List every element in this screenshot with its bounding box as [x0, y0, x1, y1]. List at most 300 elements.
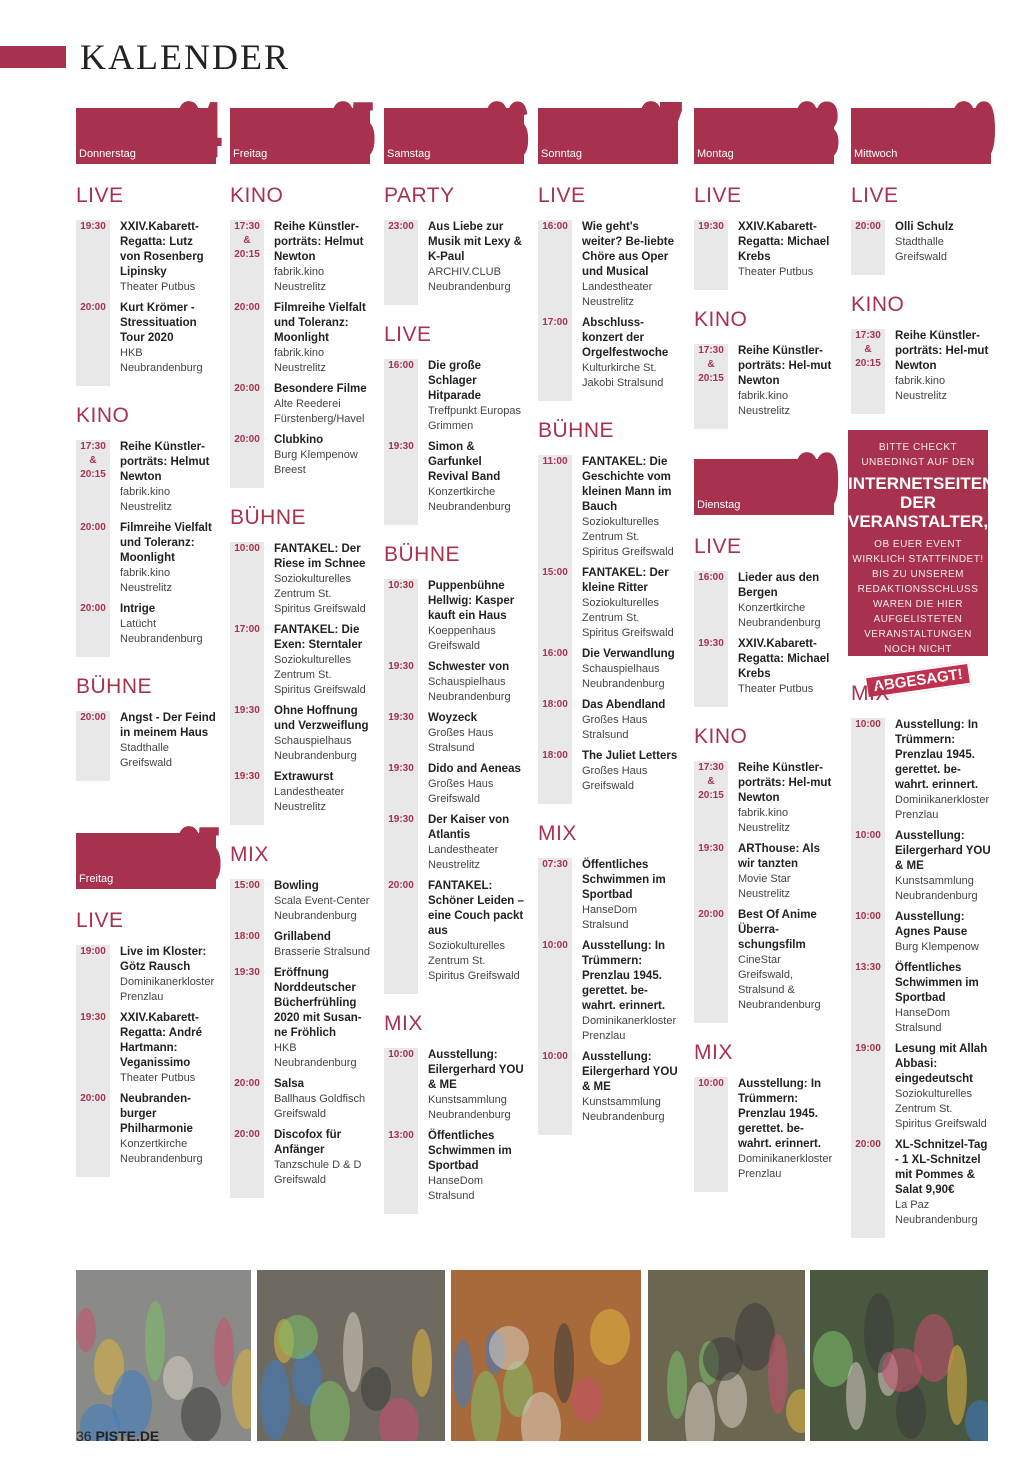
event-item: [698, 344, 834, 419]
event-location: fabrik.kino Neustrelitz: [738, 807, 790, 834]
event-list: [76, 440, 216, 657]
event-item: [234, 1077, 370, 1122]
event-location: Schauspielhaus Neubrandenburg: [274, 735, 357, 762]
event-location: fabrik.kino Neustrelitz: [738, 390, 790, 417]
event-time: 17:30 & 20:15: [855, 330, 881, 369]
date-header: [694, 85, 834, 174]
section-title: MIX: [230, 843, 269, 866]
event-location: HKB Neubrandenburg: [120, 347, 203, 374]
event-item: [234, 704, 370, 764]
event-list: [538, 220, 678, 401]
event-title: Clubkino: [274, 434, 324, 446]
event-item: [542, 1050, 678, 1125]
event-list: [230, 220, 370, 488]
event-location: Movie Star Neustrelitz: [738, 873, 791, 900]
event-item: [388, 359, 524, 434]
date-block: [230, 85, 370, 1198]
event-location: Alte Reederei Fürstenberg/Havel: [274, 398, 365, 425]
event-title: FANTAKEL: Der kleine Ritter: [582, 567, 669, 594]
photo-couple: [257, 1270, 445, 1441]
event-time: 10:00: [855, 830, 881, 841]
event-item: [80, 301, 216, 376]
event-location: Kunstsammlung Neubrandenburg: [582, 1096, 665, 1123]
event-time: 20:00: [388, 880, 414, 891]
event-location: HKB Neubrandenburg: [274, 1042, 357, 1069]
event-title: Olli Schulz: [895, 221, 954, 233]
event-time: 20:00: [80, 302, 106, 313]
event-title: Reihe Künstler-porträts: Hel-mut Newton: [895, 330, 989, 372]
event-title: Das Abendland: [582, 699, 666, 711]
event-time: 15:00: [542, 567, 568, 578]
event-title: Schwester von: [428, 661, 510, 673]
event-time: 20:00: [698, 909, 724, 920]
event-list: [538, 455, 678, 804]
event-time: 10:00: [542, 940, 568, 951]
event-item: [234, 382, 370, 427]
day-number: 28: [793, 85, 834, 174]
event-location: Ballhaus Goldfisch Greifswald: [274, 1093, 366, 1120]
event-location: Tanzschule D & D Greifswald: [274, 1159, 362, 1186]
section-title: MIX: [851, 682, 890, 705]
promo-line2: INTERNETSEITEN DER VERANSTALTER,: [848, 474, 995, 531]
weekday-label: Donnerstag: [79, 148, 136, 160]
event-item: [698, 220, 834, 280]
event-location: Theater Putbus: [738, 683, 814, 695]
event-time: 10:00: [698, 1078, 724, 1089]
date-block: [384, 85, 524, 1214]
event-item: [388, 579, 524, 654]
event-title: Lesung mit Allah Abbasi: eingedeutscht: [895, 1043, 988, 1085]
event-item: [698, 637, 834, 697]
day-number: 24: [175, 85, 216, 174]
event-list: [384, 579, 524, 994]
event-time: 10:00: [542, 1051, 568, 1062]
section-title: BÜHNE: [230, 506, 307, 529]
event-time: 19:30: [80, 1012, 106, 1023]
event-title: XXIV.Kabarett-Regatta: Lutz von Rosenberg Lipinsky: [120, 221, 204, 278]
event-title: Puppenbühne Hellwig: Kasper kauft ein Haus: [428, 580, 515, 622]
event-time: 20:00: [234, 302, 260, 313]
event-item: [542, 455, 678, 560]
event-location: Großes Haus Stralsund: [582, 714, 648, 741]
event-time: 17:30 & 20:15: [80, 441, 106, 480]
photo-parade: [76, 1270, 251, 1441]
event-location: Theater Putbus: [120, 1072, 196, 1084]
event-item: [698, 761, 834, 836]
date-header: [694, 436, 834, 525]
event-item: [855, 1042, 991, 1132]
event-time: 19:30: [234, 771, 260, 782]
event-title: Ausstellung: Eilergerhard YOU & ME: [895, 830, 991, 872]
weekday-label: Dienstag: [697, 499, 741, 511]
event-location: Soziokulturelles Zentrum St. Spiritus Greifswald: [582, 597, 674, 639]
event-title: XXIV.Kabarett-Regatta: Michael Krebs: [738, 221, 830, 263]
event-time: 10:00: [855, 719, 881, 730]
event-item: [855, 1138, 991, 1228]
event-list: [694, 571, 834, 707]
page-title: KALENDER: [80, 37, 290, 77]
event-item: [698, 842, 834, 902]
event-location: Kunstsammlung Neubrandenburg: [895, 875, 978, 902]
weekday-label: Samstag: [387, 148, 431, 160]
event-time: 18:00: [542, 750, 568, 761]
event-item: [80, 1011, 216, 1086]
event-title: FANTAKEL: Die Geschichte vom kleinen Mann im Bauch: [582, 456, 672, 513]
event-title: Ausstellung: In Trümmern: Prenzlau 1945. gerettet. be-wahrt. erinnert.: [895, 719, 979, 791]
event-item: [698, 1077, 834, 1182]
event-item: [234, 542, 370, 617]
event-title: Aus Liebe zur Musik mit Lexy & K-Paul: [428, 221, 522, 263]
event-item: [388, 762, 524, 807]
event-location: Theater Putbus: [120, 281, 196, 293]
event-location: Burg Klempenow: [895, 941, 979, 953]
event-item: [855, 961, 991, 1036]
event-time: 11:00: [542, 456, 568, 467]
day-number: 26: [483, 85, 524, 174]
event-title: FANTAKEL: Der Riese im Schnee: [274, 543, 366, 570]
event-location: HanseDom Stralsund: [582, 904, 638, 931]
event-location: Landestheater Neustrelitz: [274, 786, 345, 813]
event-time: 20:00: [855, 1139, 881, 1150]
event-time: 19:00: [855, 1043, 881, 1054]
section-title: MIX: [538, 822, 577, 845]
section-title: KINO: [694, 725, 748, 748]
event-location: Latücht Neubrandenburg: [120, 618, 203, 645]
event-location: Brasserie Stralsund: [274, 946, 370, 958]
event-time: 16:00: [388, 360, 414, 371]
date-header: [384, 85, 524, 174]
event-time: 07:30: [542, 859, 568, 870]
page-footer: [76, 1428, 159, 1444]
event-item: [80, 440, 216, 515]
event-item: [388, 1048, 524, 1123]
event-time: 10:00: [855, 911, 881, 922]
day-number: 27: [637, 85, 678, 174]
event-location: Landestheater Neustrelitz: [582, 281, 653, 308]
event-time: 19:30: [388, 441, 414, 452]
event-location: Konzertkirche Neubrandenburg: [428, 486, 511, 513]
event-title: Discofox für Anfänger: [274, 1129, 342, 1156]
column-1: [76, 85, 216, 1195]
event-location: Burg Klempenow Breest: [274, 449, 358, 476]
event-location: Soziokulturelles Zentrum St. Spiritus Greifswald: [428, 940, 520, 982]
event-title: ARThouse: Als wir tanzten: [738, 843, 820, 870]
event-time: 20:00: [80, 603, 106, 614]
photo-couple-shapes: [257, 1270, 445, 1441]
event-title: Besondere Filme: [274, 383, 367, 395]
photo-rainbow-flag-shapes: [810, 1270, 988, 1441]
section-title: LIVE: [384, 323, 432, 346]
event-title: Angst - Der Feind in meinem Haus: [120, 712, 216, 739]
event-time: 10:00: [234, 543, 260, 554]
event-time: 19:30: [388, 661, 414, 672]
event-title: Reihe Künstler-porträts: Helmut Newton: [274, 221, 364, 263]
date-header: [851, 85, 991, 174]
date-block: [851, 85, 991, 414]
event-time: 10:30: [388, 580, 414, 591]
section-title: LIVE: [538, 184, 586, 207]
event-location: fabrik.kino Neustrelitz: [120, 486, 172, 513]
event-item: [388, 879, 524, 984]
event-title: XL-Schnitzel-Tag - 1 XL-Schnitzel mit Pommes & Salat 9,90€: [895, 1139, 988, 1196]
event-time: 10:00: [388, 1049, 414, 1060]
event-time: 20:00: [80, 1093, 106, 1104]
event-time: 16:00: [698, 572, 724, 583]
event-title: Filmreihe Vielfalt und Toleranz: Moonlight: [120, 522, 212, 564]
section-title: LIVE: [851, 184, 899, 207]
event-list: [694, 220, 834, 290]
event-item: [234, 930, 370, 960]
event-time: 19:30: [388, 763, 414, 774]
event-item: [388, 220, 524, 295]
event-time: 13:30: [855, 962, 881, 973]
event-time: 16:00: [542, 221, 568, 232]
event-time: 20:00: [80, 522, 106, 533]
event-time: 19:30: [388, 712, 414, 723]
date-header: [230, 85, 370, 174]
event-title: Reihe Künstler-porträts: Helmut Newton: [120, 441, 210, 483]
event-item: [855, 220, 991, 265]
event-location: Treffpunkt Europas Grimmen: [428, 405, 521, 432]
event-location: HanseDom Stralsund: [428, 1175, 484, 1202]
event-item: [234, 770, 370, 815]
event-item: [542, 858, 678, 933]
event-list: [694, 761, 834, 1023]
event-location: Koeppenhaus Greifswald: [428, 625, 496, 652]
event-list: [384, 1048, 524, 1214]
section-title: LIVE: [694, 184, 742, 207]
event-title: Kurt Krömer - Stressituation Tour 2020: [120, 302, 197, 344]
event-title: Öffentliches Schwimmen im Sportbad: [582, 859, 666, 901]
day-number: 29: [793, 436, 834, 525]
event-time: 19:00: [80, 946, 106, 957]
event-title: Abschluss-konzert der Orgelfestwoche: [582, 317, 669, 359]
event-item: [542, 220, 678, 310]
event-item: [542, 749, 678, 794]
event-title: Lieder aus den Bergen: [738, 572, 820, 599]
event-item: [542, 566, 678, 641]
event-item: [542, 647, 678, 692]
event-time: 17:00: [234, 624, 260, 635]
event-time: 16:00: [542, 648, 568, 659]
event-time: 15:00: [234, 880, 260, 891]
event-list: [76, 945, 216, 1177]
col6-mix-section: [851, 672, 991, 1256]
section-title: MIX: [384, 1012, 423, 1035]
event-time: 19:30: [698, 221, 724, 232]
event-list: [384, 359, 524, 525]
event-item: [855, 718, 991, 823]
event-location: Kunstsammlung Neubrandenburg: [428, 1094, 511, 1121]
event-item: [234, 1128, 370, 1188]
event-location: ARCHIV.CLUB Neubrandenburg: [428, 266, 511, 293]
day-number: 25: [329, 85, 370, 174]
event-time: 19:30: [388, 814, 414, 825]
photo-crowd: [648, 1270, 805, 1441]
event-location: Schauspielhaus Neubrandenburg: [428, 676, 511, 703]
event-item: [80, 711, 216, 771]
event-location: Stadthalle Greifswald: [895, 236, 947, 263]
event-title: Reihe Künstler-porträts: Hel-mut Newton: [738, 762, 832, 804]
column-6: [851, 85, 991, 432]
promo-stamp: ABGESAGT!: [864, 662, 972, 700]
event-title: Grillabend: [274, 931, 331, 943]
event-location: Dominikanerkloster Prenzlau: [120, 976, 215, 1003]
event-list: [76, 220, 216, 386]
weekday-label: Mittwoch: [854, 148, 898, 160]
event-title: Woyzeck: [428, 712, 478, 724]
event-title: Dido and Aeneas: [428, 763, 521, 775]
event-time: 13:00: [388, 1130, 414, 1141]
event-item: [542, 698, 678, 743]
event-time: 20:00: [234, 1078, 260, 1089]
event-location: fabrik.kino Neustrelitz: [274, 347, 326, 374]
event-location: Scala Event-Center Neubrandenburg: [274, 895, 370, 922]
event-item: [234, 623, 370, 698]
event-title: Intrige: [120, 603, 156, 615]
event-time: 17:30 & 20:15: [234, 221, 260, 260]
event-time: 19:30: [698, 843, 724, 854]
event-item: [388, 813, 524, 873]
event-title: The Juliet Letters: [582, 750, 678, 762]
date-header: [76, 810, 216, 899]
weekday-label: Montag: [697, 148, 734, 160]
event-title: Filmreihe Vielfalt und Toleranz: Moonlight: [274, 302, 366, 344]
column-2: [230, 85, 370, 1216]
promo-line3: OB EUER EVENT WIRKLICH STATTFINDET! BIS ZU UNSEREM REDAKTIONSSCHLUSS WAREN DIE HIER AUFGELISTETEN VERANSTALTUNGEN NOCH NICHT: [852, 539, 984, 655]
column-4: [538, 85, 678, 1153]
event-location: fabrik.kino Neustrelitz: [895, 375, 947, 402]
weekday-label: Freitag: [233, 148, 268, 160]
event-location: Theater Putbus: [738, 266, 814, 278]
event-title: Ausstellung: Eilergerhard YOU & ME: [582, 1051, 678, 1093]
event-item: [234, 220, 370, 295]
event-location: fabrik.kino Neustrelitz: [274, 266, 326, 293]
event-time: 20:00: [80, 712, 106, 723]
event-location: Soziokulturelles Zentrum St. Spiritus Greifswald: [274, 654, 366, 696]
photo-crowd-shapes: [648, 1270, 805, 1441]
section-title: KINO: [230, 184, 284, 207]
event-title: FANTAKEL: Schöner Leiden – eine Couch packt aus: [428, 880, 524, 937]
event-location: Großes Haus Greifswald: [582, 765, 648, 792]
event-location: HanseDom Stralsund: [895, 1007, 951, 1034]
event-time: 17:30 & 20:15: [698, 345, 724, 384]
event-item: [855, 829, 991, 904]
event-item: [80, 602, 216, 647]
event-location: La Paz Neubrandenburg: [895, 1199, 978, 1226]
event-item: [234, 879, 370, 924]
event-time: 23:00: [388, 221, 414, 232]
event-title: Der Kaiser von Atlantis: [428, 814, 510, 841]
event-item: [388, 660, 524, 705]
event-item: [388, 711, 524, 756]
section-title: KINO: [76, 404, 130, 427]
event-title: Öffentliches Schwimmen im Sportbad: [428, 1130, 512, 1172]
event-title: XXIV.Kabarett-Regatta: Michael Krebs: [738, 638, 830, 680]
event-item: [855, 910, 991, 955]
event-location: Stadthalle Greifswald: [120, 742, 172, 769]
event-list: [230, 542, 370, 825]
event-time: 18:00: [542, 699, 568, 710]
promo-line1: BITTE CHECKT UNBEDINGT AUF DEN: [861, 442, 975, 468]
event-title: Eröffnung Norddeutscher Bücherfrühling 2020 mit Susan-ne Fröhlich: [274, 967, 362, 1039]
column-5: [694, 85, 834, 1210]
event-time: 20:00: [234, 434, 260, 445]
date-block: [538, 85, 678, 1135]
event-list: [694, 344, 834, 429]
event-title: XXIV.Kabarett-Regatta: André Hartmann: Veganissimo: [120, 1012, 202, 1069]
section-title: LIVE: [76, 909, 124, 932]
event-location: Dominikanerkloster Prenzlau: [895, 794, 990, 821]
event-title: Die große Schlager Hitparade: [428, 360, 482, 402]
date-header: [538, 85, 678, 174]
event-list: [851, 220, 991, 275]
event-location: Konzertkirche Neubrandenburg: [120, 1138, 203, 1165]
date-block: [694, 85, 834, 429]
event-item: [234, 301, 370, 376]
section-title: KINO: [694, 308, 748, 331]
event-title: FANTAKEL: Die Exen: Sterntaler: [274, 624, 363, 651]
event-title: Best Of Anime Überra-schungsfilm: [738, 909, 817, 951]
event-time: 17:30 & 20:15: [698, 762, 724, 801]
section-title: PARTY: [384, 184, 455, 207]
section-title: BÜHNE: [538, 419, 615, 442]
event-location: Soziokulturelles Zentrum St. Spiritus Greifswald: [274, 573, 366, 615]
event-location: Soziokulturelles Zentrum St. Spiritus Greifswald: [582, 516, 674, 558]
event-title: Ohne Hoffnung und Verzweiflung: [274, 705, 369, 732]
date-header: [76, 85, 216, 174]
event-item: [542, 939, 678, 1044]
event-list: [384, 220, 524, 305]
section-title: BÜHNE: [384, 543, 461, 566]
event-list: [851, 718, 991, 1238]
section-title: KINO: [851, 293, 905, 316]
weekday-label: Sonntag: [541, 148, 582, 160]
event-title: Ausstellung: Eilergerhard YOU & ME: [428, 1049, 524, 1091]
section-title: LIVE: [76, 184, 124, 207]
event-title: Neubranden-burger Philharmonie: [120, 1093, 193, 1135]
event-location: Landestheater Neustrelitz: [428, 844, 499, 871]
event-item: [80, 945, 216, 1005]
section-title: BÜHNE: [76, 675, 153, 698]
event-list: [851, 329, 991, 414]
event-list: [538, 858, 678, 1135]
date-block: [76, 810, 216, 1177]
event-item: [855, 329, 991, 404]
event-list: [694, 1077, 834, 1192]
page-number: 36: [76, 1428, 92, 1444]
event-list: [230, 879, 370, 1198]
event-item: [542, 316, 678, 391]
event-title: Simon & Garfunkel Revival Band: [428, 441, 501, 483]
event-time: 19:30: [698, 638, 724, 649]
event-location: Konzertkirche Neubrandenburg: [738, 602, 821, 629]
event-item: [698, 908, 834, 1013]
event-item: [80, 1092, 216, 1167]
event-time: 20:00: [234, 383, 260, 394]
event-location: Dominikanerkloster Prenzlau: [582, 1015, 677, 1042]
event-location: CineStar Greifswald, Stralsund & Neubrandenburg: [738, 954, 821, 1011]
event-location: Großes Haus Stralsund: [428, 727, 494, 754]
event-title: Ausstellung: Agnes Pause: [895, 911, 968, 938]
column-3: [384, 85, 524, 1232]
event-item: [388, 1129, 524, 1204]
event-location: Schauspielhaus Neubrandenburg: [582, 663, 665, 690]
photo-rainbow-flag: [810, 1270, 988, 1441]
event-item: [698, 571, 834, 631]
event-location: Kulturkirche St. Jakobi Stralsund: [582, 362, 664, 389]
event-location: fabrik.kino Neustrelitz: [120, 567, 172, 594]
